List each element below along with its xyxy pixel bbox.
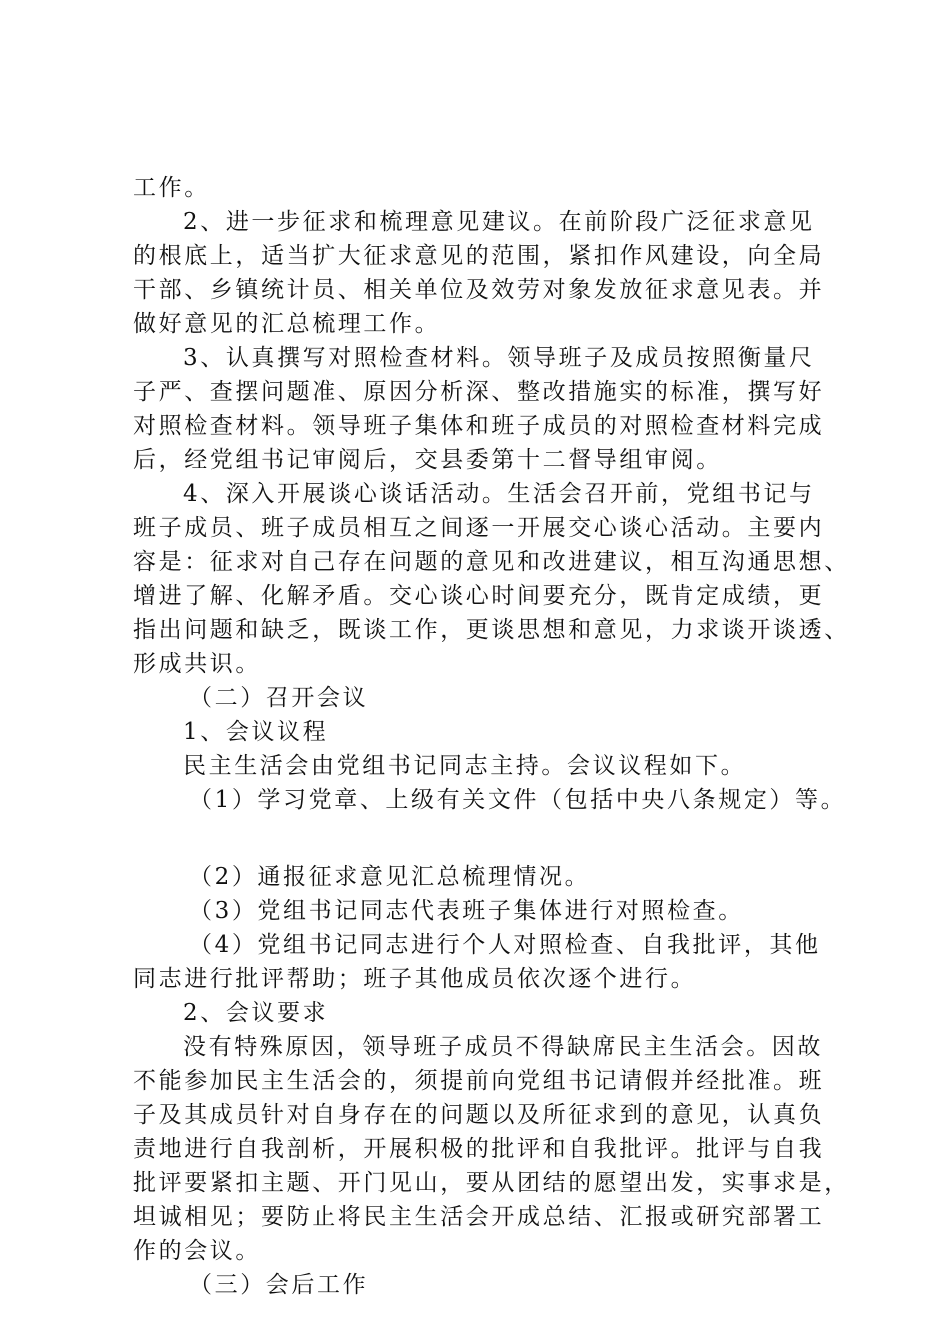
agenda-item: （1）学习党章、上级有关文件（包括中央八条规定）等。	[189, 787, 847, 813]
paragraph-heading: 4、深入开展谈心谈话活动。生活会召开前，党组书记与	[183, 481, 815, 507]
text-line: 增进了解、化解矛盾。交心谈心时间要充分，既肯定成绩，更	[133, 583, 825, 609]
text-line: 批评要紧扣主题、开门见山，要从团结的愿望出发，实事求是，	[133, 1170, 850, 1196]
text-line: 对照检查材料。领导班子集体和班子成员的对照检查材料完成	[133, 413, 825, 439]
text-line: 民主生活会由党组书记同志主持。会议议程如下。	[183, 753, 747, 779]
text-line: 工作。	[133, 175, 210, 201]
section-heading: （二）召开会议	[189, 685, 369, 711]
subsection-heading: 2、会议要求	[183, 1000, 329, 1026]
agenda-item: （4）党组书记同志进行个人对照检查、自我批评，其他	[189, 932, 821, 958]
text-line: 容是：征求对自己存在问题的意见和改进建议，相互沟通思想、	[133, 549, 850, 575]
paragraph-heading: 2、进一步征求和梳理意见建议。在前阶段广泛征求意见	[183, 209, 815, 235]
text-line: 责地进行自我剖析，开展积极的批评和自我批评。批评与自我	[133, 1136, 825, 1162]
text-line: 不能参加民主生活会的，须提前向党组书记请假并经批准。班	[133, 1068, 825, 1094]
text-line: 没有特殊原因，领导班子成员不得缺席民主生活会。因故	[183, 1034, 823, 1060]
section-heading: （三）会后工作	[189, 1272, 369, 1298]
subsection-heading: 1、会议议程	[183, 719, 329, 745]
agenda-item: （2）通报征求意见汇总梳理情况。	[189, 864, 591, 890]
text-line: 作的会议。	[133, 1238, 261, 1264]
spacer	[133, 817, 853, 860]
text-line: 做好意见的汇总梳理工作。	[133, 311, 441, 337]
agenda-item: （3）党组书记同志代表班子集体进行对照检查。	[189, 898, 744, 924]
text-line: 指出问题和缺乏，既谈工作，更谈思想和意见，力求谈开谈透、	[133, 617, 850, 643]
text-line: 后，经党组书记审阅后，交县委第十二督导组审阅。	[133, 447, 722, 473]
text-line: 的根底上，适当扩大征求意见的范围，紧扣作风建设，向全局	[133, 243, 825, 269]
text-line: 子及其成员针对自身存在的问题以及所征求到的意见，认真负	[133, 1102, 825, 1128]
document-body	[133, 171, 853, 1302]
text-line: 形成共识。	[133, 651, 261, 677]
text-line: 坦诚相见；要防止将民主生活会开成总结、汇报或研究部署工	[133, 1204, 825, 1230]
text-line: 子严、查摆问题准、原因分析深、整改措施实的标准，撰写好	[133, 379, 825, 405]
paragraph-heading: 3、认真撰写对照检查材料。领导班子及成员按照衡量尺	[183, 345, 815, 371]
text-line: 干部、乡镇统计员、相关单位及效劳对象发放征求意见表。并	[133, 277, 825, 303]
text-line: 班子成员、班子成员相互之间逐一开展交心谈心活动。主要内	[133, 515, 825, 541]
text-line: 同志进行批评帮助；班子其他成员依次逐个进行。	[133, 966, 697, 992]
